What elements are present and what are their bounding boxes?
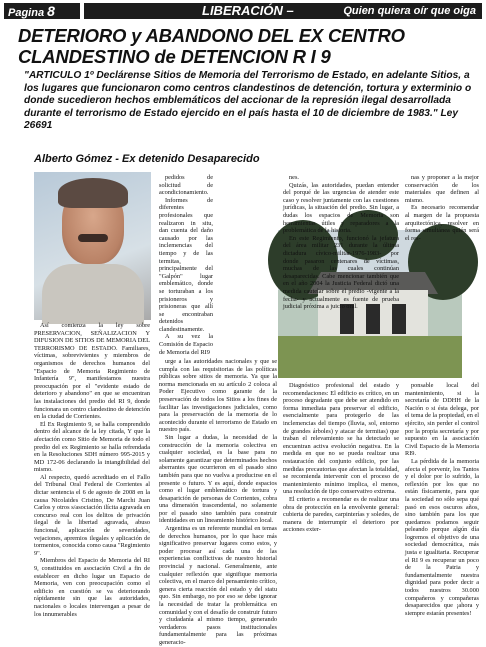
- article-column-1: [34, 322, 150, 634]
- article-column-3-bottom: [283, 382, 399, 634]
- page-number-label: [4, 3, 80, 19]
- paragraph: Diagnóstico profesional del estado y recomendaciones: El edificio es crítico, en un proceso degradante que debe ser atendido en forma inmediata para preservar el edificio, esencialmente para protegerlo de las inclemencias del tiempo (lluvia, sol, entorno de grandes árboles) y atacar de termitas) que traban el relevamiento se ha detectado se encuentran activa evolución negativa. En la medida en que no se pueda realizar una restauración del conjunto edilicio, por las medidas precautorias que afectan la totalidad, se recomienda intervenir con el proceso de mantenimiento mínimo implica, el menos, una resolución de tipo conservativo extrema.: [283, 382, 399, 496]
- article-headline: [18, 25, 478, 67]
- page-word: Pagina: [8, 7, 45, 19]
- paragraph: nes.: [289, 174, 299, 181]
- page-header: [0, 0, 486, 22]
- newspaper-banner: [84, 3, 482, 19]
- article-byline: Alberto Gómez - Ex detenido Desaparecido: [34, 153, 260, 165]
- paragraph: Argentina es un referente mundial en temas de derechos humanos, por lo que hace más significativo preservar lugares como estos, y poder procesar así cada una de las experiencias conflictivas de nuestro historial provincial y nacional. Generalmente, ante cualquier reflexión que signifique memoria colectiva, en el marco del pensamiento crítico, genera cierta reacción del estado y del statu quo. Sin embargo, no por eso se debe ignorar la necesidad de tratar la problemática en comunidad y con el desafío de construir futuro y ciudadanía al mismo tiempo, generando verdaderos pasos institucionales fundamentalmente para las próximas generacio-: [159, 525, 277, 646]
- paragraph: pedidos de solicitud de acondicionamiento.: [159, 174, 213, 197]
- article-column-2-top: [159, 174, 213, 358]
- newspaper-slogan: Quien quiera oír que oiga: [343, 5, 476, 17]
- article-column-3-top: [283, 174, 399, 311]
- paragraph: Así comienza la ley sobre PRESERVACION, SEÑALIZACION Y DIFUSION DE SITIOS DE MEMORIA DEL TERRORISMO DE ESTADO. Familiares, víctimas, sobrevivientes y miembros de organismos de derechos humanos del "Espacio de Memoria Regimiento de Infantería 9", manifestamos nuestra preocupación por el "evidente estado de deterioro y abandono" en que se encuentran las instalaciones del predio del RI 9, donde funcionara un centro clandestino de detención en la ciudad de Corrientes.: [34, 322, 150, 421]
- paragraph: nas y proponer a la mejor conservación de los materiales que definen al mismo.: [405, 174, 479, 204]
- paragraph: Quizás, las autoridades, puedan entender del porqué de las urgencias de atender este caso y resolver juntamente con las cuestiones jurídicas, la situación del predio. Sin lugar, a dudas los espacios de Memoria son herramientas útiles y reparadores a la problemática de la historia.: [283, 181, 399, 235]
- article-column-4-bottom: [405, 382, 479, 634]
- paragraph: Al respecto, quedó acreditado en el Fallo del Tribunal Oral Federal de Corrientes al dictar sentencia el 6 de agosto de 2008 en la causa Nicolaides Cristino, De Marchi Juan Carlos y otros s/asociación ilícita agravada en concurso real con los delitos de privación ilegal de la libertad agravada, abuso funcional, aplicación de severidades, vejaciones, apremios ilegales y aplicación de tormentos, conocida como causa "Regimiento 9".: [34, 473, 150, 557]
- paragraph: ponsable local del mantenimiento, si la secretaría de DDHH de la Nación o si ésta delega, por el tema de la propiedad, en el ejército, sin perder el control por la propia secretaría y por supuesto en la asociación Civil Espacio de la Memoria RI9.: [405, 382, 479, 458]
- paragraph: A su vez la Comisión de Espacio de Memoria del RI9: [159, 333, 213, 356]
- article-column-4-top: [405, 174, 479, 242]
- author-portrait-photo: [34, 172, 151, 320]
- headline-line-2: CLANDESTINO de DETENCION R I 9: [18, 46, 331, 67]
- article-column-2-bottom: [159, 358, 277, 646]
- headline-line-1: DETERIORO y ABANDONO DEL EX CENTRO: [18, 25, 405, 46]
- newspaper-name: LIBERACIÓN –: [202, 3, 294, 18]
- paragraph: En este Regimiento, funcionó la jefatura del área militar 231 durante la última dictadura cívico-militar-1976-1983- por donde pasaron centenares de víctimas, muchas de las cuales continúan desaparecidas. Cabe mencionar también que en el año 2004 la Justicia Federal dictó una medida cautelar sobre el predio -vigente a la fecha- y actualmente es fuente de prueba judicial próxima a juicio oral.: [283, 234, 399, 311]
- paragraph: Miembros del Espacio de Memoria del RI 9, constituidos en asociación Civil a fin de establecer en dicho lugar un Espacio de Memoria, ven con preocupación como el edificio en cuestión se va deteriorando rápidamente sin que las autoridades, nacionales o locales intervengan a pesar de los innumerables: [34, 557, 150, 618]
- paragraph: Informes de diferentes profesionales que realizaron in situ, dan cuenta del daño causado por las inclemencias del tiempo y de las termitas, principalmente del "Galpón" lugar emblemático, donde se torturaban a los prisioneros y prisioneras que allí se encontraban detenidos clandestinamente.: [159, 196, 213, 333]
- paragraph: El criterio a recomendar es de realizar una obra de protección en la envolvente general: cubierta de paredes, carpinterías y soledes, de manera de interrumpir el deterioro por acciones exter-: [283, 495, 399, 534]
- article-lead: "ARTICULO 1º Declárense Sitios de Memoria del Terrorismo de Estado, en adelante Sitios, a los lugares que funcionaron como centros clandestinos de detención, tortura y exterminio o donde sucedieron hechos emblemáticos del accionar de la represión ilegal desarrollada durante el terrorismo de Estado ejercido en el país hasta el 10 de diciembre de 1983." Ley 26691: [24, 70, 472, 132]
- paragraph: El Ex Regimiento 9, se halla comprendido dentro del alcance de la ley citada, Y que la afectación como Sitio de Memoria de todo el predio del ex Regimiento se halla refrendada en la Resoluciones SDH número 995-2015 y MD 172-06 declarando la intangibilidad del mismo.: [34, 420, 150, 474]
- page-number: 8: [47, 3, 55, 19]
- paragraph: Es necesario recomendar al margen de la propuesta arquitectónica, resolver en forma simultánea quién será el res-: [405, 204, 479, 242]
- paragraph: urge a las autoridades nacionales y que se cumpla con las requisitorias de las políticas públicas sobre sitios de memoria. Ya que la norma mencionada en su artículo 2 coloca al Poder Ejecutivo como garante de la preservación de todos los Sitios a los fines de facilitar las investigaciones judiciales, como para la preservación de la memoria de lo acontecido durante el terrorismo de Estado en nuestro país.: [159, 358, 277, 434]
- paragraph: La pérdida de la memoria afecta el porvenir, los Tantos y el dolor por lo sufrido, la reflexión por los que no están físicamente, para que la sociedad no sólo sepa qué pasó en esos oscuros años, sino también para los que quedamos podamos seguir peleando porque algún día logremos el objetivo de una sociedad democrática, más justa e igualitaria. Recuperar el RI 9 es recuperar un poco de la Patria y fundamentalmente nuestra dignidad para poder decir a todos nuestros 30.000 compañeros y compañeras desaparecidos que ¡ahora y siempre estarán presentes!: [405, 457, 479, 617]
- paragraph: Sin lugar a dudas, la necesidad de la construcción de la memoria colectiva en cualquier sociedad, es la base para no solamente garantizar que determinados hechos aberrantes que ocurrieron en el pasado sino también para que no vuelva a producirse en el presente o futuro. Y es aquí, donde espacios como el lugar emblemático de tortura y desaparición de personas de Corrientes, cobra una dimensión trascendental, no solamente por el pasado sino también para construir identidades en un lineamiento histórico local.: [159, 433, 277, 525]
